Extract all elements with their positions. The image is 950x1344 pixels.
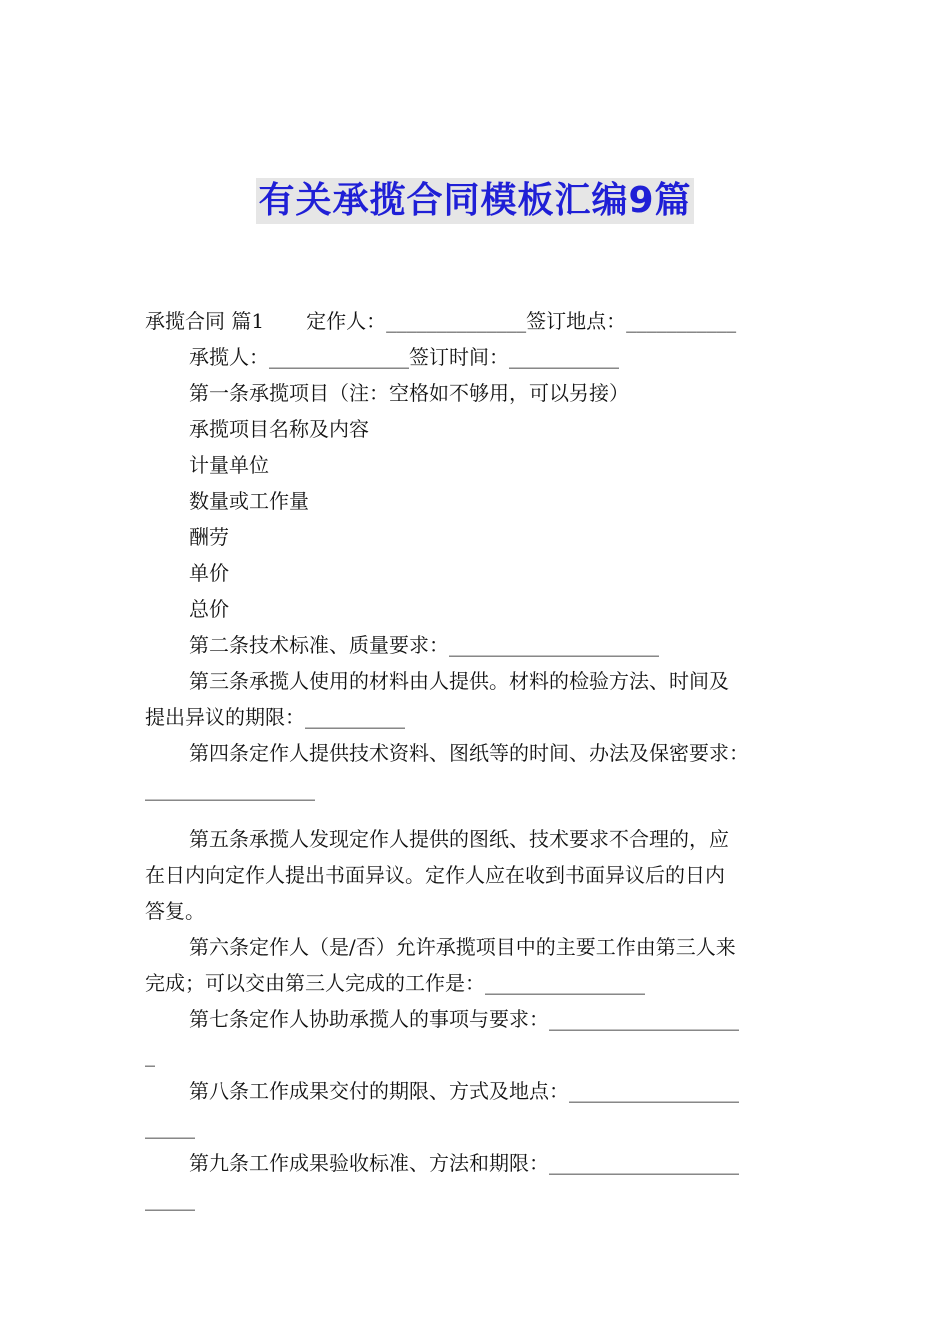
text-line: _________________ xyxy=(145,777,315,801)
text-line: 第七条定作人协助承揽人的事项与要求：___________________ xyxy=(189,1007,739,1031)
text-line: 第五条承揽人发现定作人提供的图纸、技术要求不合理的，应 xyxy=(189,827,729,851)
text-line: 数量或工作量 xyxy=(189,489,309,513)
document-body xyxy=(145,303,815,1217)
text-line: 承揽项目名称及内容 xyxy=(189,417,369,441)
text-line: 第九条工作成果验收标准、方法和期限：___________________ xyxy=(189,1151,739,1175)
text-line: _____ xyxy=(145,1115,195,1139)
text-line: 完成；可以交由第三人完成的工作是：________________ xyxy=(145,971,645,995)
text-line: 第六条定作人（是/否）允许承揽项目中的主要工作由第三人来 xyxy=(189,935,736,959)
text-line: 总价 xyxy=(189,597,229,621)
text-line: 第一条承揽项目（注：空格如不够用，可以另接） xyxy=(189,381,629,405)
text-line: 第二条技术标准、质量要求：_____________________ xyxy=(189,633,659,657)
text-line: 单价 xyxy=(189,561,229,585)
text-line: 第八条工作成果交付的期限、方式及地点：_________________ xyxy=(189,1079,739,1103)
text-line-content: 定作人：______________签订地点：___________ xyxy=(306,309,737,333)
title-wrap xyxy=(0,178,950,224)
text-line: 第三条承揽人使用的材料由人提供。材料的检验方法、时间及 xyxy=(189,669,729,693)
text-line: _____ xyxy=(145,1187,195,1211)
text-line: 计量单位 xyxy=(189,453,269,477)
text-line: 承揽人：______________签订时间：___________ xyxy=(189,345,619,369)
text-line: 第四条定作人提供技术资料、图纸等的时间、办法及保密要求： xyxy=(189,741,749,765)
text-line xyxy=(145,303,815,339)
section-heading: 承揽合同 篇1 xyxy=(145,309,265,333)
document-title: 有关承揽合同模板汇编9篇 xyxy=(256,178,693,224)
text-line: 提出异议的期限：__________ xyxy=(145,705,405,729)
text-line: 酬劳 xyxy=(189,525,229,549)
text-line: _ xyxy=(145,1043,155,1067)
text-line: 答复。 xyxy=(145,899,205,923)
text-line: 在日内向定作人提出书面异议。定作人应在收到书面异议后的日内 xyxy=(145,863,725,887)
